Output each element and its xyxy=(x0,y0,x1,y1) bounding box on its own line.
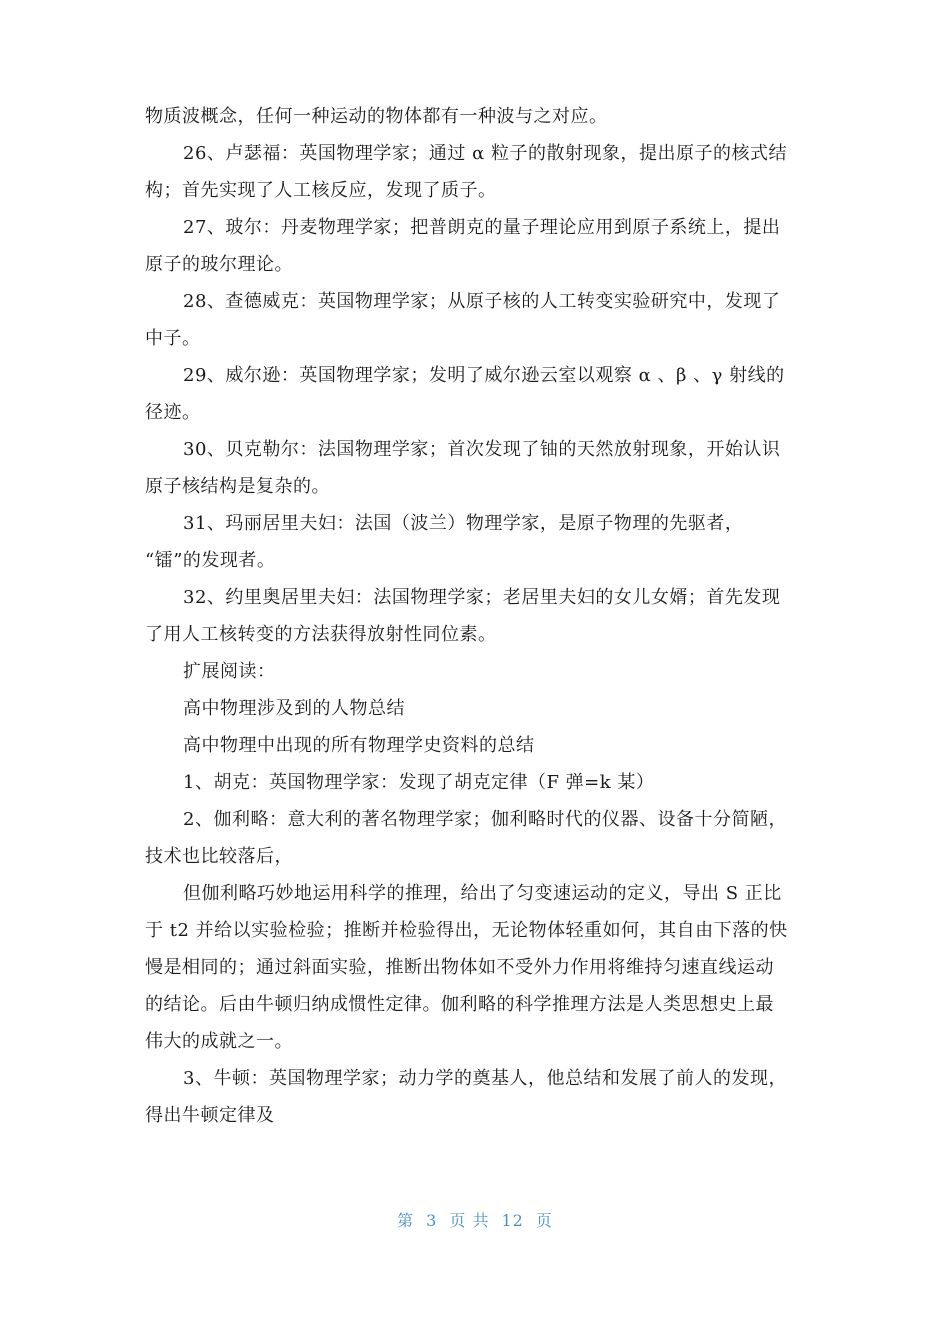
text-line: 技术也比较落后， xyxy=(145,846,293,867)
text-line: 于 t2 并给以实验检验；推断并检验得出，无论物体轻重如何，其自由下落的快 xyxy=(145,920,788,941)
text-line: 29、威尔逊：英国物理学家；发明了威尔逊云室以观察 α 、β 、γ 射线的 xyxy=(183,365,785,386)
text-line: 高中物理涉及到的人物总结 xyxy=(183,698,405,719)
text-line: 构；首先实现了人工核反应，发现了质子。 xyxy=(145,180,497,201)
text-line: 了用人工核转变的方法获得放射性同位素。 xyxy=(145,624,497,645)
text-line: 的结论。后由牛顿归纳成惯性定律。伽利略的科学推理方法是人类思想史上最 xyxy=(145,994,774,1015)
text-line: 1、胡克：英国物理学家：发现了胡克定律（F 弹=k 某） xyxy=(183,772,655,793)
text-line: 26、卢瑟福：英国物理学家；通过 α 粒子的散射现象，提出原子的核式结 xyxy=(183,143,787,164)
text-line: 30、贝克勒尔：法国物理学家；首次发现了铀的天然放射现象，开始认识 xyxy=(183,439,781,460)
text-line: 扩展阅读： xyxy=(183,661,276,682)
text-line: 但伽利略巧妙地运用科学的推理，给出了匀变速运动的定义，导出 S 正比 xyxy=(183,883,782,904)
text-line: 28、查德威克：英国物理学家；从原子核的人工转变实验研究中，发现了 xyxy=(183,291,781,312)
text-line: 2、伽利略：意大利的著名物理学家；伽利略时代的仪器、设备十分简陋， xyxy=(183,809,787,830)
text-line: 32、约里奥居里夫妇：法国物理学家；老居里夫妇的女儿女婿；首先发现 xyxy=(183,587,781,608)
page-body xyxy=(145,98,805,1134)
text-line: 慢是相同的；通过斜面实验，推断出物体如不受外力作用将维持匀速直线运动 xyxy=(145,957,774,978)
text-line: 3、牛顿：英国物理学家；动力学的奠基人，他总结和发展了前人的发现， xyxy=(183,1068,787,1089)
text-line: “镭”的发现者。 xyxy=(145,550,276,571)
footer-suffix: 页 xyxy=(535,1211,553,1230)
text-line: 原子核结构是复杂的。 xyxy=(145,476,330,497)
text-line: 径迹。 xyxy=(145,402,201,423)
page-footer xyxy=(0,1208,950,1231)
footer-current-page: 3 xyxy=(426,1211,438,1230)
footer-middle: 页 共 xyxy=(449,1211,490,1230)
footer-prefix: 第 xyxy=(397,1211,415,1230)
text-line: 原子的玻尔理论。 xyxy=(145,254,293,275)
text-line: 27、玻尔：丹麦物理学家；把普朗克的量子理论应用到原子系统上，提出 xyxy=(183,217,781,238)
text-line: 高中物理中出现的所有物理学史资料的总结 xyxy=(183,735,535,756)
text-line: 得出牛顿定律及 xyxy=(145,1105,275,1126)
text-line: 31、玛丽居里夫妇：法国（波兰）物理学家，是原子物理的先驱者， xyxy=(183,513,744,534)
text-line: 伟大的成就之一。 xyxy=(145,1031,293,1052)
text-line: 物质波概念，任何一种运动的物体都有一种波与之对应。 xyxy=(145,106,608,127)
footer-total-pages: 12 xyxy=(501,1211,524,1230)
text-line: 中子。 xyxy=(145,328,201,349)
